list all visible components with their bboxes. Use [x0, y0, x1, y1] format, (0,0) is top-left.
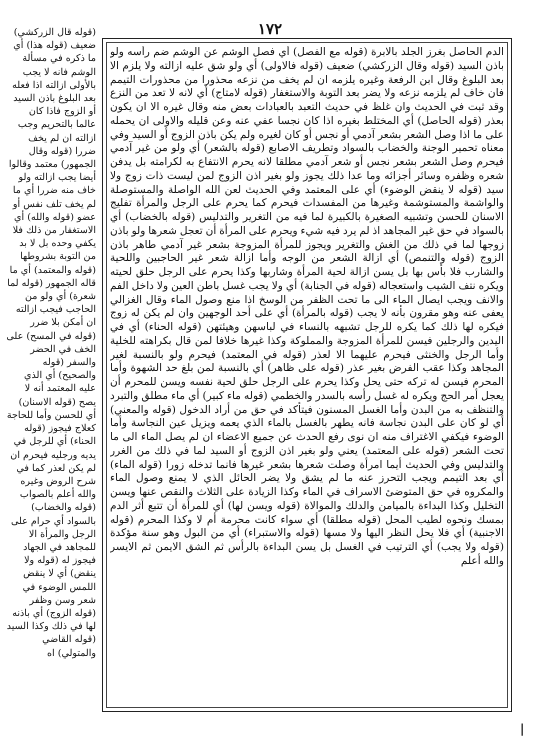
- end-mark: |: [520, 722, 525, 736]
- margin-commentary: (قوله قال الزركشي) ضعيف (قوله هذا) أي ما ذكره في مسألة الوشم فانه لا يجب بالأولى ازالته اذا فعله بعد البلوغ باذن السيد أو الزوج فاذا كان عالما بالتحريم وجب ازالته ان لم يخف ضررا (قوله وقال الجمهور) معتمد وقالوا أيضا يجب ازالته ولو خاف منه ضررا أي ما لم يخف تلف نفس أو عضو (قوله والله) أي الاستغفار من ذلك فلا يكفي وحده بل لا بد من التوبة بشروطها (قوله والمعتمد) أي ما قاله الجمهور (قوله لما شعرة) أي ولو من الحاجب فيجب ازالته ان أمكن بلا ضرر (قوله في المسح) على الخف في الحضر والسفر (قوله والصحيح) أي الذي عليه المعتمد أنه لا يصح (قوله الاسنان) أي للحسن وأما للحاجة كعلاج فيجوز (قوله الحناء) أي للرجل في يديه ورجليه فيحرم ان لم يكن لعذر كما في شرح الروض وغيره والله أعلم بالصواب (قوله والخضاب) بالسواد أي حرام على الرجل والمرأة الا للمجاهد في الجهاد فيجوز له (قوله ولا ينقض) أي لا ينقض اللمس الوضوء في شعر وسن وظفر (قوله الزوج) أي باذنه لها في ذلك وكذا السيد (قوله القاضي والمتولي) اه: [6, 27, 96, 659]
- page-number: ١٧٢: [257, 20, 283, 38]
- main-text-block: الدم الحاصل بغرز الجلد بالابرة (قوله مع الفصل) أي فصل الوشم عن الوشم ضم رأسه ولو باذن السيد (قوله وقال الزركشي) ضعيف (قوله فالاولى) أي ولو شق عليه ازالته ولا يلزم الا بعد البلوغ وقال ابن الرفعة وغيره يلزمه ان لم يخف من نزعه محذورا من محذورات التيمم فان خاف لم يلزمه نزعه ولا يضر بعد التوبة والاستغفار (قوله لامتاج) أي لانه لا تعد من النزع وقد ثبت في الحديث وان غلظ في حديث التعبد بالعبادات بعض منه وقال غيره الا ان يكون بعذر (قوله الحاصل) أي المختلط بغيره اذا كان نجسا عفي عنه وعن قليله والاولى ان يحمله على ما اذا وصل الشعر بشعر آدمي أو نجس أو كان لغيره ولم يكن باذن الزوج أو السيد وفي معناه تحمير الوجنة والخضاب بالسواد وتطريف الاصابع (قوله بالشعر) أي ولو من غير آدمي فيحرم وصل الشعر بشعر نجس أو شعر آدمي مطلقا لانه يحرم الانتفاع به لكرامته بل يدفن شعره وظفره وسائر أجزائه وما عدا ذلك يجوز ولو بغير اذن الزوج لمن ليست ذات زوج ولا سيد (قوله لا ينقض الوضوء) أي على المعتمد وفي الحديث لعن الله الواصلة والمستوصلة والواشمة والمستوشمة وغيرها من المفسدات فيحرم كما يحرم على الرجل والمرأة تفليج الاسنان للحسن وتشبيه الصغيرة بالكبيرة لما فيه من التغرير والتدليس (قوله بالخضاب) أي بالسواد في حق غير المجاهد اذ لم يرد فيه شيء ويحرم على المرأة أن تعجل شعرها ولو باذن زوجها لما في ذلك من الغش والتغرير ويجوز للمرأة المزوجة بشعر غير آدمي طاهر باذن الزوج (قوله والتنمص) أي ازالة الشعر من الوجه وأما ازالة شعر غير الحاجبين واللحية والشارب فلا بأس بها بل يسن ازالة لحية المرأة وشاربها وكذا يحرم على الرجل حلق لحيته ويكره نتف الشيب واستعجاله (قوله في الجنابة) أي ولا يجب غسل باطن العين ولا داخل الفم والانف ويجب ايصال الماء الى ما تحت الظفر من الوسخ اذا منع وصول الماء وقال الغزالي يعفى عنه وهو مقرون بأنه لا يجب (قوله بالمرأة) أي على أحد الوجهين وان لم يكن له زوج فيكره لها ذلك كما يكره للرجل تشبهه بالنساء في لباسهن وهيئتهن (قوله الحناء) أي في اليدين والرجلين فيسن للمرأة المزوجة والمملوكة وكذا غيرها خلافا لمن قال بكراهته للخلية وأما الرجل والخنثى فيحرم عليهما الا لعذر (قوله في المعتمد) فيحرم ولو بالنسبة لغير المجاهد وكذا عقب الفرض بغير عذر (قوله على ظاهر) أي بالنسبة لمن بلغ حد الشهوة وأما المحرم فيسن له تركه حتى يحل وكذا يحرم على الرجل حلق لحية نفسه ويسن للمحرم أن يعجل أمر الحج ويكره له غسل رأسه بالسدر والخطمي (قوله ماء كبير) أي ماء مطلق والتبرد والتنظف به من البدن وأما الغسل المسنون فيتأكد في حق من أراد الدخول (قوله والمعني) أي لو كان على البدن نجاسة فانه يطهر بالغسل بالماء الذي يعمه ويزيل عين النجاسة وأما الوضوء فيكفي الاغتراف منه ان نوى رفع الحدث عن جميع الاعضاء ان لم يصل الماء الى ما تحت الشعر (قوله على المعتمد) يعني ولو بغير اذن الزوج أو السيد لما في ذلك من الغرر والتدليس وفي الحديث أيما امرأة وصلت شعرها بشعر غيرها فانما تدخله زورا (قوله الماء) أي بعد التيمم ويجب التحرز عنه ما لم يشق ولا يضر الحائل الذي لا يمنع وصول الماء والمكروه في حق المتوضئ الاسراف في الماء وكذا الزيادة على الثلاث والنقص عنها ويسن التخليل وكذا البداءة بالميامن والدلك والموالاة (قوله ويسن لها) أي للمرأة أن تتبع أثر الدم بمسك ونحوه لطيب المحل (قوله مطلقا) أي سواء كانت محرمة أم لا وكذا المحرم (قوله الاجنبية) أي فلا يحل النظر اليها ولا مسها (قوله والاستبراء) أي من البول وهو سنة مؤكدة (قوله ولا يجب) أي الترتيب في الغسل بل يسن البداءة بالرأس ثم الشق الايمن ثم الايسر والله أعلم: [110, 46, 504, 567]
